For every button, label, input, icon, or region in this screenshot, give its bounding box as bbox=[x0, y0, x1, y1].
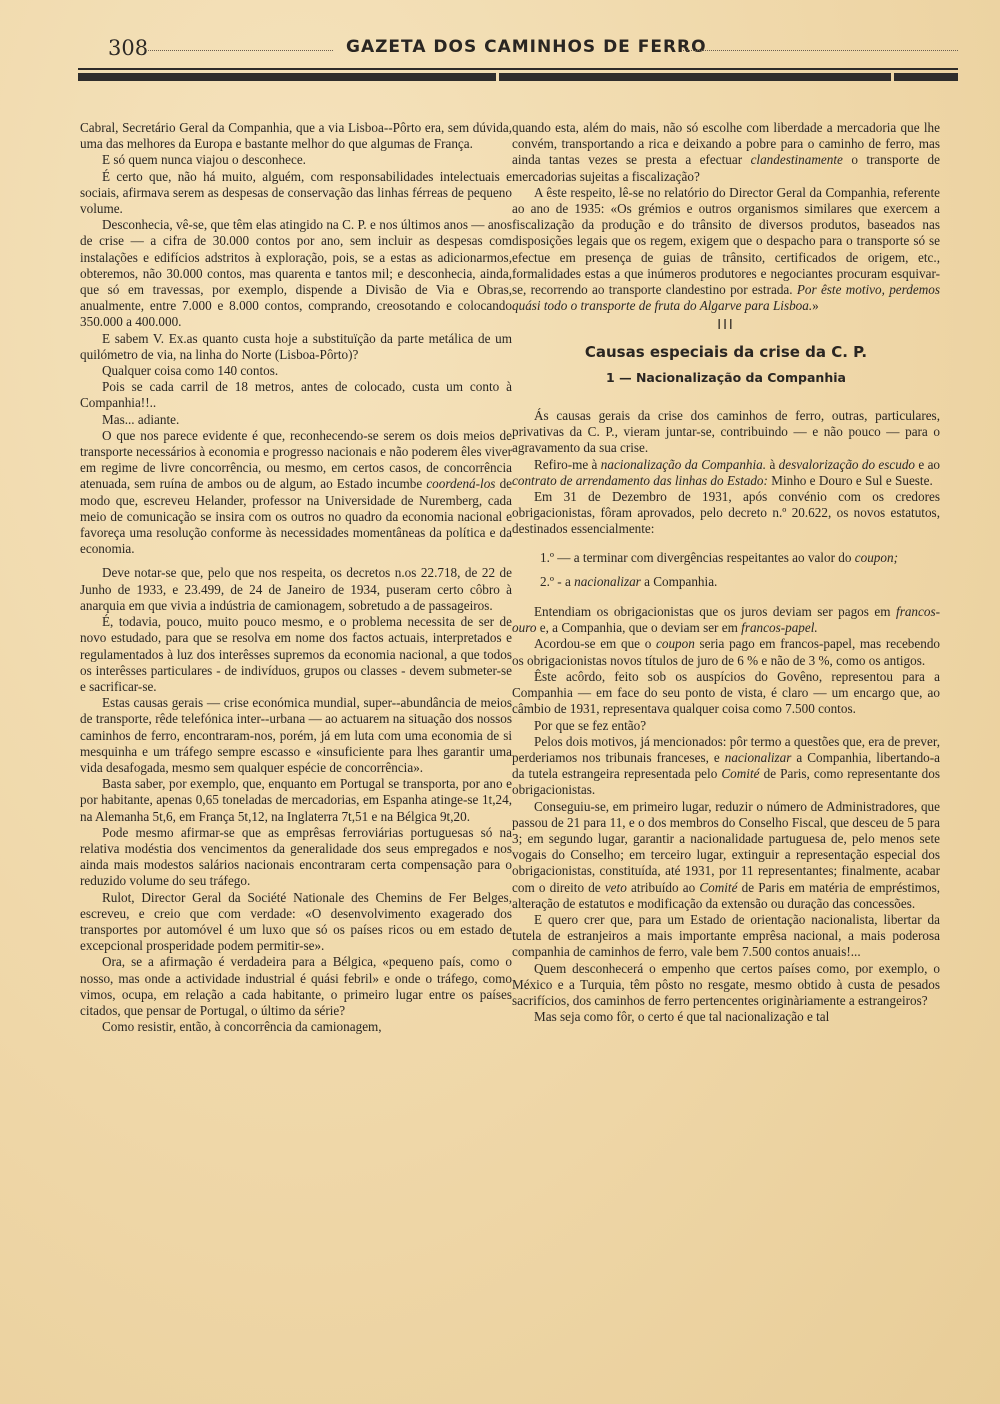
header-thick-rule bbox=[894, 73, 958, 81]
paragraph: Quem desconhecerá o empenho que certos países como, por exemplo, o México e a Turquia, têm pôsto no resgate, mesmo obtido à custa de pesados sacrifícios, dos caminhos de ferro pertencentes originàriamente a estrangeiros? bbox=[512, 960, 940, 1008]
text-span: de Paris em matéria de empréstimos, alteração de estatutos e modificação da extensão ou duração das concessões. bbox=[512, 879, 941, 911]
right-column bbox=[512, 120, 940, 1025]
paragraph bbox=[512, 799, 940, 912]
text-span: Acordou-se em que o bbox=[534, 636, 652, 652]
text-span: » bbox=[812, 298, 819, 314]
paragraph: Êste acôrdo, feito sob os auspícios do Govêno, representou para a Companhia — em face do seu ponto de vista, é claro — um encargo que, ao câmbio de 1931, representava qualquer coisa como 7.500 contos. bbox=[512, 668, 940, 717]
italic-span: francos-ouro bbox=[512, 604, 941, 636]
italic-span: francos-papel. bbox=[741, 620, 818, 636]
paragraph: Desconhecia, vê-se, que têm elas atingido na C. P. e nos últimos anos — anos de crise — a cifra de 30.000 contos por ano, sem incluir as despesas com instalações e edifícios adstritos à exploração, pois, se a estas as adicionarmos, obteremos, não 30.000 contos, mas quarenta e tantos mil; e desconhecia, ainda, que só em travessas, por exemplo, dispende a Divisão de Via e Obras, anualmente, entre 7.000 e 8.000 contos, comprando, creosotando e colocando 350.000 a 400.000. bbox=[80, 217, 512, 330]
section-number: III bbox=[717, 318, 735, 334]
italic-span: coordená-los bbox=[426, 476, 496, 492]
paragraph: Ora, se a afirmação é verdadeira para a Bélgica, «pequeno país, como o nosso, mas onde a actividade industrial é quási febril» e onde o tráfego, como vimos, ocupa, em relação a cada habitante, o primeiro lugar entre os países citados, que pensar de Portugal, o último da série? bbox=[80, 954, 512, 1018]
text-span: e, a Companhia, que o deviam ser em bbox=[539, 620, 738, 636]
list-item bbox=[512, 550, 940, 566]
paragraph: Em 31 de Dezembro de 1931, após convénio com os credores obrigacionistas, fôram aprovados, pelo decreto n.º 20.622, os novos estatutos, destinados essencialmente: bbox=[512, 489, 940, 537]
header-thin-rule bbox=[78, 68, 958, 70]
header-thick-rule bbox=[78, 73, 496, 81]
italic-span: clandestinamente bbox=[750, 152, 843, 168]
italic-span: nacionalizar bbox=[574, 573, 641, 589]
paragraph: É, todavia, pouco, muito pouco mesmo, e o problema necessita de ser de novo estudado, para que se resolva em nome dos factos actuais, interpretados e regulamentados à luz dos interêsses supremos da economia nacional, a que todos os interêsses particulares - de indivíduos, grupos ou classes - devem submeter-se e sacrificar-se. bbox=[80, 614, 512, 694]
subsection-title: 1 — Nacionalização da Companhia bbox=[606, 369, 846, 385]
italic-span: desvalorização do escudo bbox=[778, 456, 916, 472]
text-span: A êste respeito, lê-se no relatório do Director Geral da Companhia, referente ao ano de 1935: «Os grémios e outros organismos similares que exercem a fiscalização da produção e do trânsito de diversos produtos, baseados nas disposições legais que os regem, exigem que o despacho para o transporte só se efectue em presença de guias de trânsito, certificados de origem, etc., formalidades estas a que inúmeros produtores e negociantes procuram esquivar-se, recorrendo ao transporte clandestino por estrada. bbox=[512, 184, 940, 298]
text-span: o transporte de mercadorias sujeitas a fiscalização? bbox=[512, 152, 940, 184]
header-dotted-rule bbox=[683, 50, 958, 51]
text-span: quando esta, além do mais, não só escolhe com liberdade a mercadoria que lhe convém, transportando a rica e deixando a pobre para o caminho de ferro, mas ainda tantas vezes se presta a efectuar bbox=[512, 120, 940, 168]
page-number: 308 bbox=[108, 36, 149, 60]
paragraph bbox=[512, 120, 940, 185]
italic-span: coupon; bbox=[854, 549, 898, 565]
text-span: atribuído ao bbox=[630, 879, 696, 895]
paragraph: É certo que, não há muito, alguém, com responsabilidades intelectuais e sociais, afirmava serem as despesas de conservação das linhas férreas de pequeno volume. bbox=[80, 168, 512, 217]
paragraph: Mas... adiante. bbox=[102, 411, 180, 427]
italic-span: veto bbox=[604, 879, 627, 895]
text-span: seria pago em francos-papel, mas recebendo os obrigacionistas novos títulos de juro de 6 % e não de 3 %, como os antigos. bbox=[512, 636, 941, 668]
paragraph: Mas seja como fôr, o certo é que tal nacionalização e tal bbox=[534, 1009, 830, 1025]
header-dotted-rule bbox=[148, 50, 333, 51]
paragraph: Basta saber, por exemplo, que, enquanto em Portugal se transporta, por ano e por habitante, apenas 0,65 toneladas de mercadorias, em Espanha atinge-se 1t,24, na Alemanha 5t,6, em França 5t,12, na Inglaterra 7t,51 e na Bélgica 9t,20. bbox=[80, 776, 512, 824]
section-title: Causas especiais da crise da C. P. bbox=[584, 342, 868, 361]
paragraph: Pode mesmo afirmar-se que as emprêsas ferroviárias portuguesas só na relativa modéstia dos vencimentos da generalidade dos seus empregados e nos ainda mais modestos salários nacionais encontraram certa compensação para o reduzido volume do seu tráfego. bbox=[80, 824, 512, 889]
running-title: GAZETA DOS CAMINHOS DE FERRO bbox=[346, 37, 707, 57]
text-span: 2.º - a bbox=[540, 573, 571, 589]
italic-span: contrato de arrendamento das linhas do Estado: bbox=[512, 472, 768, 488]
paragraph: E sabem V. Ex.as quanto custa hoje a substituïção da parte metálica de um quilómetro de via, na linha do Norte (Lisboa-Pôrto)? bbox=[80, 330, 512, 362]
text-span: Pelos dois motivos, já mencionados: pôr termo a questões que, era de prever, perderiamos nos tribunais franceses, e bbox=[512, 733, 940, 765]
paragraph bbox=[512, 457, 940, 489]
paragraph: Cabral, Secretário Geral da Companhia, que a via Lisboa--Pôrto era, sem dúvida, uma das melhores da Europa e bastante melhor do que algumas de França. bbox=[80, 120, 512, 152]
paragraph: Deve notar-se que, pelo que nos respeita, os decretos n.os 22.718, de 22 de Junho de 1933, e 23.499, de 24 de Janeiro de 1934, puseram certo côbro à anarquia em que vivia a indústria de camionagem, sobretudo a de passageiros. bbox=[80, 565, 512, 613]
paragraph: Por que se fez então? bbox=[534, 717, 647, 733]
paragraph: Qualquer coisa como 140 contos. bbox=[102, 363, 279, 379]
text-span: Refiro-me à bbox=[534, 456, 598, 472]
italic-span: Comité bbox=[721, 766, 760, 782]
paragraph: Pois se cada carril de 18 metros, antes de colocado, custa um conto à Companhia!!.. bbox=[80, 379, 512, 411]
italic-span: coupon bbox=[656, 636, 695, 652]
text-span: 1.º — a terminar com divergências respeitantes ao valor do bbox=[540, 549, 852, 565]
text-span: à bbox=[769, 456, 776, 472]
paragraph: Rulot, Director Geral da Société Nationale des Chemins de Fer Belges, escreveu, e creio que com verdade: «O desenvolvimento exagerado dos transportes por automóvel é um luxo que só os países ricos ou em estado de excepcional prosperidade podem permitir-se». bbox=[80, 889, 512, 954]
text-span: Entendiam os obrigacionistas que os juros deviam ser pagos em bbox=[534, 604, 891, 620]
italic-span: Comité bbox=[699, 879, 738, 895]
text-span: de Paris, como representante dos obrigacionistas. bbox=[512, 766, 940, 798]
italic-span: nacionalização da Companhia. bbox=[600, 456, 767, 472]
paragraph bbox=[512, 734, 940, 799]
text-span: Conseguiu-se, em primeiro lugar, reduzir o número de Administradores, que passou de 21 para 11, e o dos membros do Conselho Fiscal, que desceu de 5 para 3; em segundo lugar, garantir a nacionalidade partuguesa de, pelo menos sete vogais do Conselho; em terceiro lugar, extinguir a representação especial dos obrigacionistas, constituída, até 1931, por 11 representantes; finalmente, acabar com o direito de bbox=[512, 798, 940, 895]
italic-span: Por êste motivo, perdemos quási todo o transporte de fruta do Algarve para Lisboa. bbox=[512, 282, 940, 314]
text-span: de modo que, escreveu Helander, professor na Universidade de Nuremberg, cada meio de comunicação se insira com os outros no quadro da economia nacional e favoreça uma resolução conforme às necessidades momentâneas da política e da economia. bbox=[80, 476, 513, 557]
paragraph bbox=[80, 428, 512, 558]
page-header bbox=[78, 36, 958, 80]
paragraph bbox=[512, 636, 940, 668]
text-span: a Companhia. bbox=[644, 573, 718, 589]
text-span: Minho e Douro e Sul e Sueste. bbox=[771, 472, 933, 488]
left-column bbox=[80, 120, 512, 1035]
text-span: O que nos parece evidente é que, reconhecendo-se serem os dois meios de transporte necessários à economia e progresso nacionais e não poderem êles viver em regime de livre concorrência, ou mesmo, em certos casos, de concorrência atenuada, sem ruína de ambos ou de algum, ao Estado incumbe bbox=[80, 427, 512, 492]
paragraph bbox=[512, 185, 940, 315]
text-span: a Companhia, libertando-a da tutela estrangeira representada pelo bbox=[512, 749, 940, 782]
paragraph: E quero crer que, para um Estado de orientação nacionalista, libertar da tutela de estranjeiros a mais importante emprêsa nacional, a mais poderosa companhia de caminhos de ferro, vale bem 7.500 contos anuais!... bbox=[512, 911, 940, 960]
text-span: e ao bbox=[918, 456, 941, 472]
paragraph: Estas causas gerais — crise económica mundial, super--abundância de meios de transporte, rêde telefónica inter--urbana — ao actuarem na situação dos nossos caminhos de ferro, encontraram-nos, porém, já em luta com uma economia de si mesquinha e um tráfego sempre escasso e «insuficiente para lhes garantir uma vida desafogada, mesmo sem qualquer espécie de concorrência». bbox=[80, 695, 512, 775]
paragraph bbox=[512, 604, 940, 636]
paragraph: Ás causas gerais da crise dos caminhos de ferro, outras, particulares, privativas da C. P., vieram juntar-se, contribuindo — e não pouco — para o agravamento da sua crise. bbox=[512, 408, 940, 456]
header-thick-rule bbox=[499, 73, 891, 81]
italic-span: nacionalizar bbox=[724, 749, 792, 765]
paragraph: E só quem nunca viajou o desconhece. bbox=[102, 152, 306, 168]
paragraph: Como resistir, então, à concorrência da camionagem, bbox=[102, 1019, 382, 1035]
list-item bbox=[512, 574, 940, 590]
